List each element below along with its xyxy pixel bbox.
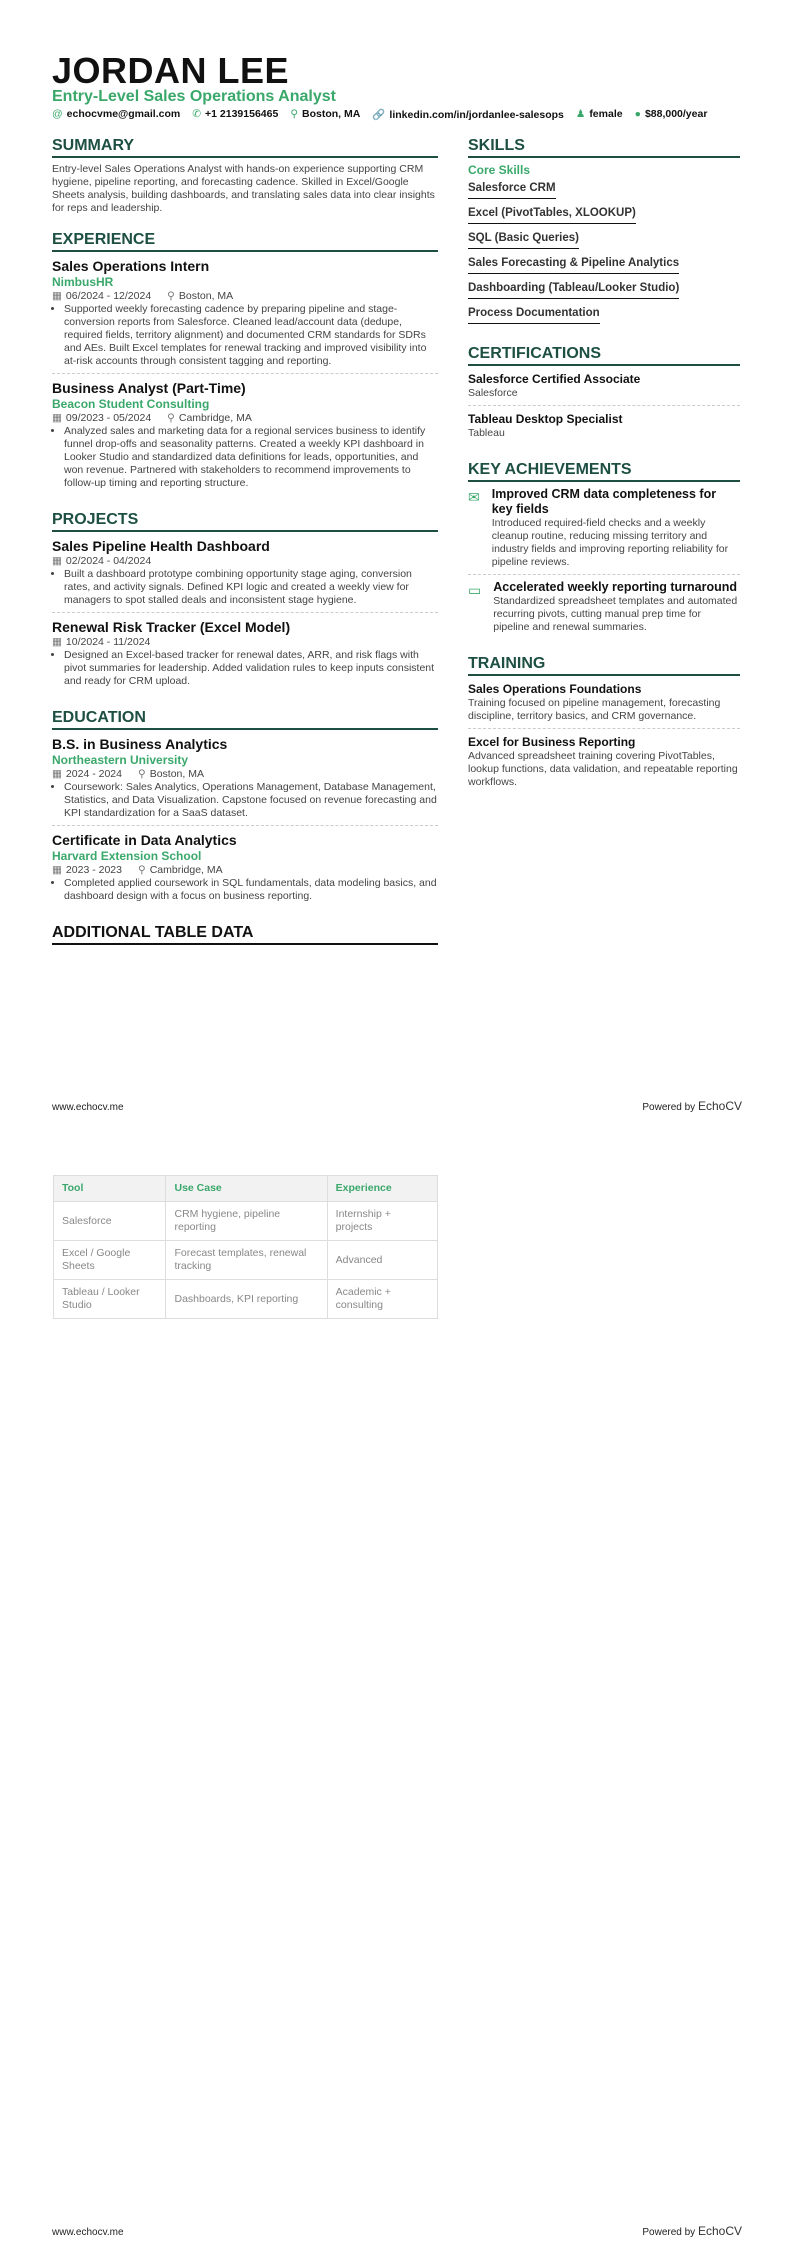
section-heading: SUMMARY xyxy=(52,137,438,158)
table-row xyxy=(54,1280,438,1319)
certification-item xyxy=(468,371,740,406)
column-header: Tool xyxy=(54,1176,166,1202)
envelope-open-icon: ✉ xyxy=(468,489,480,505)
achievement-item xyxy=(468,580,740,639)
at-icon: @ xyxy=(52,108,63,120)
bullet-list xyxy=(52,303,438,368)
contact-item[interactable] xyxy=(192,108,278,121)
powered-label: Powered by xyxy=(642,1102,696,1113)
date-range: 10/2024 - 11/2024 xyxy=(65,636,151,648)
dates xyxy=(52,768,122,781)
table-cell: Tableau / Looker Studio xyxy=(54,1280,166,1319)
calendar-icon: ▦ xyxy=(52,412,62,424)
section-heading: CERTIFICATIONS xyxy=(468,345,740,366)
training-title: Excel for Business Reporting xyxy=(468,735,636,749)
bullet: • Coursework: Sales Analytics, Operations Management, Database Management, Statistics, and Data Visualization. Capstone focused on revenue forecasting and KPI standardization for a SaaS dataset. xyxy=(64,781,438,820)
job-title: Entry-Level Sales Operations Analyst xyxy=(52,88,336,105)
entry-meta xyxy=(52,864,438,877)
training-item xyxy=(468,734,740,794)
contact-text[interactable]: +1 2139156465 xyxy=(205,108,279,120)
date-range: 2023 - 2023 xyxy=(65,864,122,876)
table-cell: Excel / Google Sheets xyxy=(54,1241,166,1280)
location xyxy=(167,290,233,303)
training-title: Sales Operations Foundations xyxy=(468,682,642,696)
powered-label: Powered by xyxy=(642,2227,696,2238)
entry-meta xyxy=(52,412,438,425)
contact-text[interactable]: female xyxy=(589,108,623,120)
brand-logo: EchoCV xyxy=(697,2224,742,2238)
entry-org: Northeastern University xyxy=(52,753,189,767)
contact-item[interactable] xyxy=(635,108,708,121)
location-icon: ⚲ xyxy=(167,412,175,424)
bullet-list xyxy=(52,649,438,688)
skill-group-label: Core Skills xyxy=(468,163,531,177)
training-item xyxy=(468,681,740,729)
skill-item: SQL (Basic Queries) xyxy=(468,229,579,249)
entry-meta xyxy=(52,768,438,781)
dates xyxy=(52,555,151,568)
skill-item: Sales Forecasting & Pipeline Analytics xyxy=(468,254,679,274)
contact-text[interactable]: linkedin.com/in/jordanlee-salesops xyxy=(389,109,564,121)
education-section xyxy=(52,709,438,908)
entry-meta xyxy=(52,555,438,568)
calendar-icon: ▦ xyxy=(52,290,62,302)
achievement-text: Standardized spreadsheet templates and automated recurring pivots, cutting manual prep time for pipeline and renewal summaries. xyxy=(493,595,738,633)
bullet-list xyxy=(52,781,438,820)
section-heading: TRAINING xyxy=(468,655,740,676)
entry-meta xyxy=(52,636,438,649)
achievement-item xyxy=(468,487,740,575)
footer-powered xyxy=(642,2224,742,2238)
calendar-icon: ▦ xyxy=(52,636,62,648)
training-text: Advanced spreadsheet training covering PivotTables, lookup functions, data validation, and repeatable reporting workflows. xyxy=(468,750,738,788)
date-range: 02/2024 - 04/2024 xyxy=(65,555,152,567)
skill-item: Excel (PivotTables, XLOOKUP) xyxy=(468,204,636,224)
section-heading: ADDITIONAL TABLE DATA xyxy=(52,924,438,945)
bullet: • Supported weekly forecasting cadence by preparing pipeline and stage-conversion reports from Salesforce. Cleaned lead/account data (dedupe, required fields, territory alignment) and documented CRM standards for SDRs and AEs. Built Excel templates for renewal tracking and improved visibility into at-risk accounts through consistent tagging and reporting. xyxy=(64,303,438,368)
calendar-icon: ▦ xyxy=(52,555,62,567)
contact-item[interactable] xyxy=(576,108,623,121)
summary-section xyxy=(52,137,438,215)
date-range: 2024 - 2024 xyxy=(65,768,122,780)
date-range: 09/2023 - 05/2024 xyxy=(65,412,152,424)
contact-text[interactable]: Boston, MA xyxy=(302,108,361,120)
footer-powered xyxy=(642,1099,742,1113)
bullet-list xyxy=(52,568,438,607)
achievement-body xyxy=(493,580,740,634)
calendar-icon: ▦ xyxy=(52,864,62,876)
table-cell: Internship + projects xyxy=(327,1202,437,1241)
table-cell: Academic + consulting xyxy=(327,1280,437,1319)
achievement-body xyxy=(492,487,740,569)
entry-title: Sales Operations Intern xyxy=(52,258,210,274)
training-section xyxy=(468,655,740,794)
entry-item xyxy=(52,257,438,374)
entry-title: B.S. in Business Analytics xyxy=(52,736,228,752)
location-text: Boston, MA xyxy=(178,290,234,302)
dates xyxy=(52,636,150,649)
contact-item[interactable] xyxy=(52,108,180,121)
cert-issuer: Tableau xyxy=(468,427,505,439)
location xyxy=(138,768,204,781)
entry-title: Certificate in Data Analytics xyxy=(52,832,237,848)
entry-item xyxy=(52,735,438,826)
entry-title: Renewal Risk Tracker (Excel Model) xyxy=(52,619,291,635)
certification-item xyxy=(468,411,740,445)
bullet: • Built a dashboard prototype combining opportunity stage aging, conversion rates, and activity signals. Defined KPI logic and created a weekly view for managers to spot stalled deals and inconsistent stage hygiene. xyxy=(64,568,438,607)
footer-site[interactable]: www.echocv.me xyxy=(52,2227,124,2238)
bullet-list xyxy=(52,877,438,903)
cert-issuer: Salesforce xyxy=(468,387,518,399)
column-header: Use Case xyxy=(166,1176,327,1202)
location-text: Cambridge, MA xyxy=(178,412,252,424)
achievement-title: Improved CRM data completeness for key fields xyxy=(491,487,717,516)
skill-item: Process Documentation xyxy=(468,304,600,324)
calendar-icon: ▦ xyxy=(52,768,62,780)
candidate-name: JORDAN LEE xyxy=(52,50,290,91)
bullet: • Analyzed sales and marketing data for a regional services business to identify funnel drop-offs and seasonality patterns. Created a weekly KPI dashboard in Looker Studio and standardized data definitions for leads, opportunities, and won revenue. Partnered with stakeholders to recommend improvements to follow-up timing and reporting structure. xyxy=(64,425,438,490)
additional-section xyxy=(52,924,438,945)
table-cell: Dashboards, KPI reporting xyxy=(166,1280,327,1319)
entry-title: Sales Pipeline Health Dashboard xyxy=(52,538,270,554)
battery-icon: ▭ xyxy=(468,582,482,598)
table-cell: Salesforce xyxy=(54,1202,166,1241)
contact-text[interactable]: $88,000/year xyxy=(644,108,708,120)
certifications-section xyxy=(468,345,740,445)
dates xyxy=(52,290,151,303)
section-heading: EXPERIENCE xyxy=(52,231,438,252)
section-heading: PROJECTS xyxy=(52,511,438,532)
entry-title: Business Analyst (Part-Time) xyxy=(52,380,246,396)
skills-section xyxy=(468,137,740,329)
summary-text: Entry-level Sales Operations Analyst with hands-on experience supporting CRM hygiene, pipeline reporting, and forecasting cadence. Skilled in Excel/Google Sheets analysis, building dashboards, and translating sales data into clear insights for reps and leadership. xyxy=(52,163,435,214)
location-icon: ⚲ xyxy=(167,290,175,302)
location-icon: ⚲ xyxy=(137,768,146,780)
location-text: Boston, MA xyxy=(149,768,204,780)
skill-item: Dashboarding (Tableau/Looker Studio) xyxy=(468,279,679,299)
date-range: 06/2024 - 12/2024 xyxy=(65,290,152,302)
entry-item xyxy=(52,537,438,613)
bullet: • Designed an Excel-based tracker for renewal dates, ARR, and risk flags with pivot summaries for leadership. Added validation rules to keep inputs consistent and ready for CRM upload. xyxy=(64,649,438,688)
contact-row xyxy=(52,108,707,121)
contact-text[interactable]: echocvme@gmail.com xyxy=(66,108,181,120)
cert-name: Salesforce Certified Associate xyxy=(468,372,641,386)
skill-item: Salesforce CRM xyxy=(468,179,556,199)
dates xyxy=(52,412,151,425)
footer-site[interactable]: www.echocv.me xyxy=(52,1102,124,1113)
entry-org: NimbusHR xyxy=(52,275,114,289)
entry-item xyxy=(52,379,438,495)
entry-meta xyxy=(52,290,438,303)
contact-item[interactable] xyxy=(290,108,360,121)
link-icon: 🔗 xyxy=(372,109,386,121)
entry-item xyxy=(52,618,438,693)
contact-item[interactable] xyxy=(372,108,564,121)
achievement-text: Introduced required-field checks and a weekly cleanup routine, reducing missing territory and industry fields and improving reporting reliability for pipeline reviews. xyxy=(491,517,729,568)
table-cell: Advanced xyxy=(327,1241,437,1280)
cert-name: Tableau Desktop Specialist xyxy=(468,412,623,426)
dates xyxy=(52,864,122,877)
column-header: Experience xyxy=(327,1176,437,1202)
table-cell: Forecast templates, renewal tracking xyxy=(166,1241,327,1280)
experience-section xyxy=(52,231,438,495)
person-icon: ♟ xyxy=(575,108,586,120)
training-text: Training focused on pipeline management, forecasting discipline, territory basics, and CRM governance. xyxy=(468,697,721,722)
achievements-section xyxy=(468,461,740,639)
location xyxy=(138,864,223,877)
entry-item xyxy=(52,831,438,908)
table-row xyxy=(54,1202,438,1241)
entry-org: Harvard Extension School xyxy=(52,849,202,863)
entry-org: Beacon Student Consulting xyxy=(52,397,210,411)
location-text: Cambridge, MA xyxy=(149,864,223,876)
money-icon: ● xyxy=(634,108,641,120)
phone-icon: ✆ xyxy=(192,108,202,120)
location-icon: ⚲ xyxy=(137,864,146,876)
section-heading: EDUCATION xyxy=(52,709,438,730)
bullet-list xyxy=(52,425,438,490)
bullet: • Completed applied coursework in SQL fundamentals, data modeling basics, and dashboard design with a focus on business reporting. xyxy=(64,877,438,903)
section-heading: SKILLS xyxy=(468,137,740,158)
table-header-row xyxy=(54,1176,438,1202)
section-heading: KEY ACHIEVEMENTS xyxy=(468,461,740,482)
achievement-title: Accelerated weekly reporting turnaround xyxy=(493,580,738,594)
location-icon: ⚲ xyxy=(290,108,299,120)
table-cell: CRM hygiene, pipeline reporting xyxy=(166,1202,327,1241)
projects-section xyxy=(52,511,438,693)
table-row xyxy=(54,1241,438,1280)
brand-logo: EchoCV xyxy=(697,1099,742,1113)
additional-table xyxy=(53,1175,438,1319)
location xyxy=(167,412,252,425)
